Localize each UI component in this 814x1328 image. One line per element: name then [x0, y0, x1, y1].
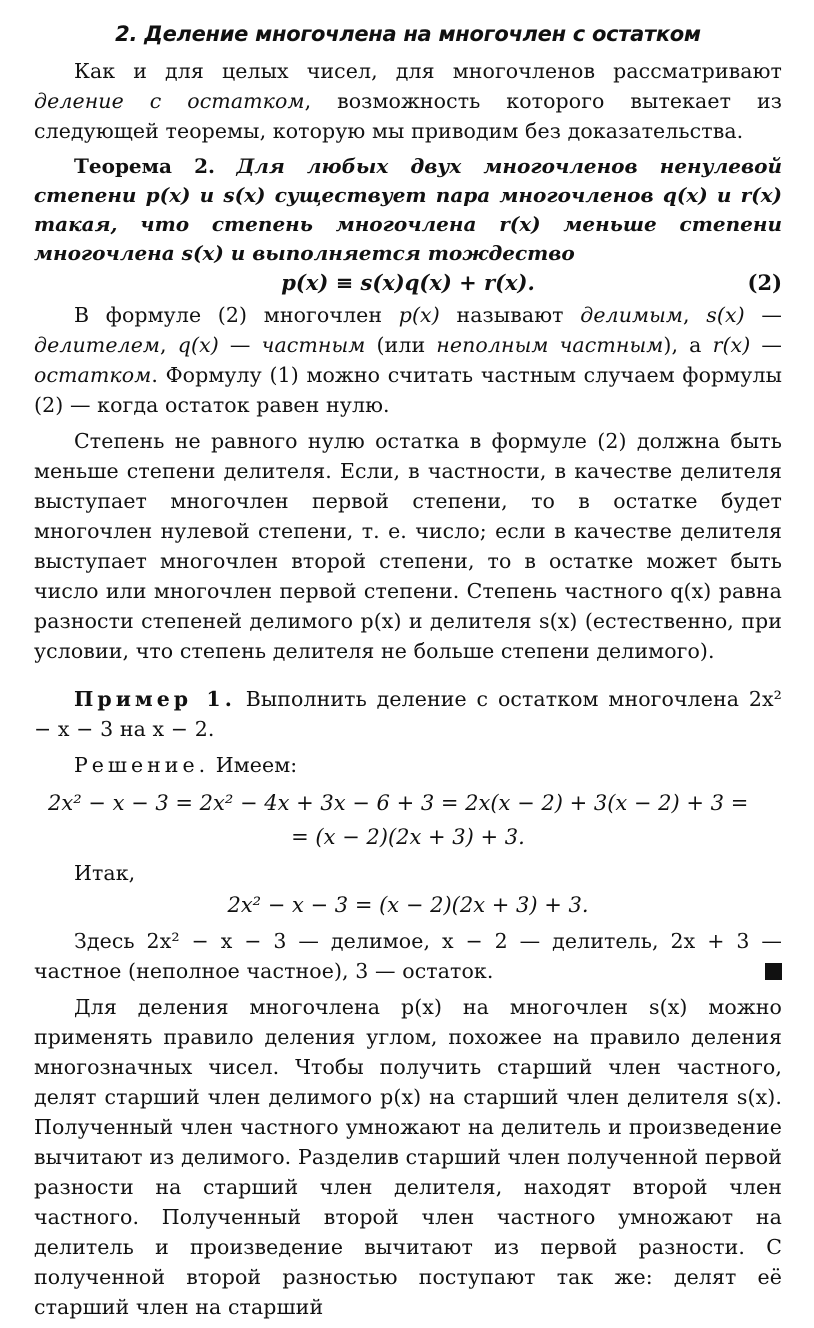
theorem-2	[34, 152, 782, 268]
equation-1: 2x² − x − 3 = 2x² − 4x + 3x − 6 + 3 = 2x(x − 2) + 3(x − 2) + 3 =	[48, 791, 749, 815]
textbook-page	[34, 22, 782, 1328]
example-1	[34, 684, 782, 744]
conclusion-text: Здесь 2x² − x − 3 — делимое, x − 2 — делитель, 2x + 3 — частное (неполное частное), 3 — остаток.	[34, 929, 782, 983]
def-text-d: ,	[683, 303, 707, 327]
def-px: p(x)	[398, 303, 440, 327]
degree-paragraph: Степень не равного нулю остатка в формуле (2) должна быть меньше степени делителя. Если, в частности, в качестве делителя выступает многочлен первой степени, то в остатке будет многочлен нулевой степени, т. е. число; если в качестве делителя выступает многочлен второй степени, то в остатке может быть число или многочлен первой степени. Степень частного q(x) равна разности степеней делимого p(x) и делителя s(x) (естественно, при условии, что степень делителя не больше степени делимого).	[34, 429, 782, 663]
end-of-proof-icon	[765, 963, 782, 980]
formula-2	[34, 268, 782, 300]
def-term-partial-quotient: неполным частным	[436, 333, 664, 357]
example-label: Пример 1.	[74, 687, 236, 711]
example-conclusion	[34, 926, 782, 986]
section-title: 2. Деление многочлена на многочлен с остатком	[115, 22, 701, 46]
def-term-quotient: частным	[261, 333, 366, 357]
solution-text: Имеем:	[215, 753, 298, 777]
intro-paragraph	[34, 56, 782, 146]
def-text-m: —	[750, 333, 782, 357]
theorem-text: Для любых двух многочленов ненулевой степени p(x) и s(x) существует пара многочленов q(x) и r(x) такая, что степень многочлена r(x) меньше степени многочлена s(x) и выполняется тождество	[34, 154, 782, 265]
def-text-l: ), а	[663, 333, 713, 357]
def-text-h: —	[218, 333, 262, 357]
def-term-dividend: делимым	[580, 303, 684, 327]
equation-2: = (x − 2)(2x + 3) + 3.	[291, 825, 525, 849]
solution-label: Решение.	[74, 753, 210, 777]
intro-text-a: Как и для целых чисел, для многочленов рассматривают	[74, 59, 782, 83]
definitions-paragraph	[34, 300, 782, 420]
theorem-label: Теорема 2.	[74, 154, 215, 178]
solution	[34, 750, 782, 780]
def-qx: q(x)	[177, 333, 219, 357]
def-sx: s(x)	[706, 303, 745, 327]
def-text-e: —	[744, 303, 783, 327]
equation-3: 2x² − x − 3 = (x − 2)(2x + 3) + 3.	[227, 893, 589, 917]
def-text-b: называют	[439, 303, 581, 327]
formula-2-number: (2)	[747, 270, 782, 295]
def-text-j: (или	[365, 333, 437, 357]
formula-2-expression: p(x) ≡ s(x)q(x) + r(x).	[281, 270, 535, 295]
def-term-remainder: остатком	[34, 363, 152, 387]
def-rx: r(x)	[712, 333, 751, 357]
intro-text-c: , возможность которого вытекает из следующей теоремы, которую мы приводим без доказательства.	[34, 89, 782, 143]
def-text-g: ,	[160, 333, 178, 357]
example-text: Выполнить деление с остатком многочлена 2x² − x − 3 на x − 2.	[34, 687, 783, 741]
intro-term-division-with-remainder: деление с остатком	[34, 89, 305, 113]
itak-label: Итак,	[74, 861, 136, 885]
long-division-paragraph: Для деления многочлена p(x) на многочлен s(x) можно применять правило деления углом, похожее на правило деления многозначных чисел. Чтобы получить старший член частного, делят старший член делимого p(x) на старший член делителя s(x). Полученный член частного умножают на делитель и произведение вычитают из делимого. Разделив старший член полученной первой разности на старший член делителя, находят второй член частного. Полученный второй член частного умножают на делитель и произведение вычитают из первой разности. С полученной второй разностью поступают так же: делят её старший член на старший	[34, 995, 782, 1319]
def-text-a: В формуле (2) многочлен	[74, 303, 399, 327]
def-term-divisor: делителем	[34, 333, 161, 357]
def-text-o: . Формулу (1) можно считать частным случаем формулы (2) — когда остаток равен нулю.	[34, 363, 782, 417]
